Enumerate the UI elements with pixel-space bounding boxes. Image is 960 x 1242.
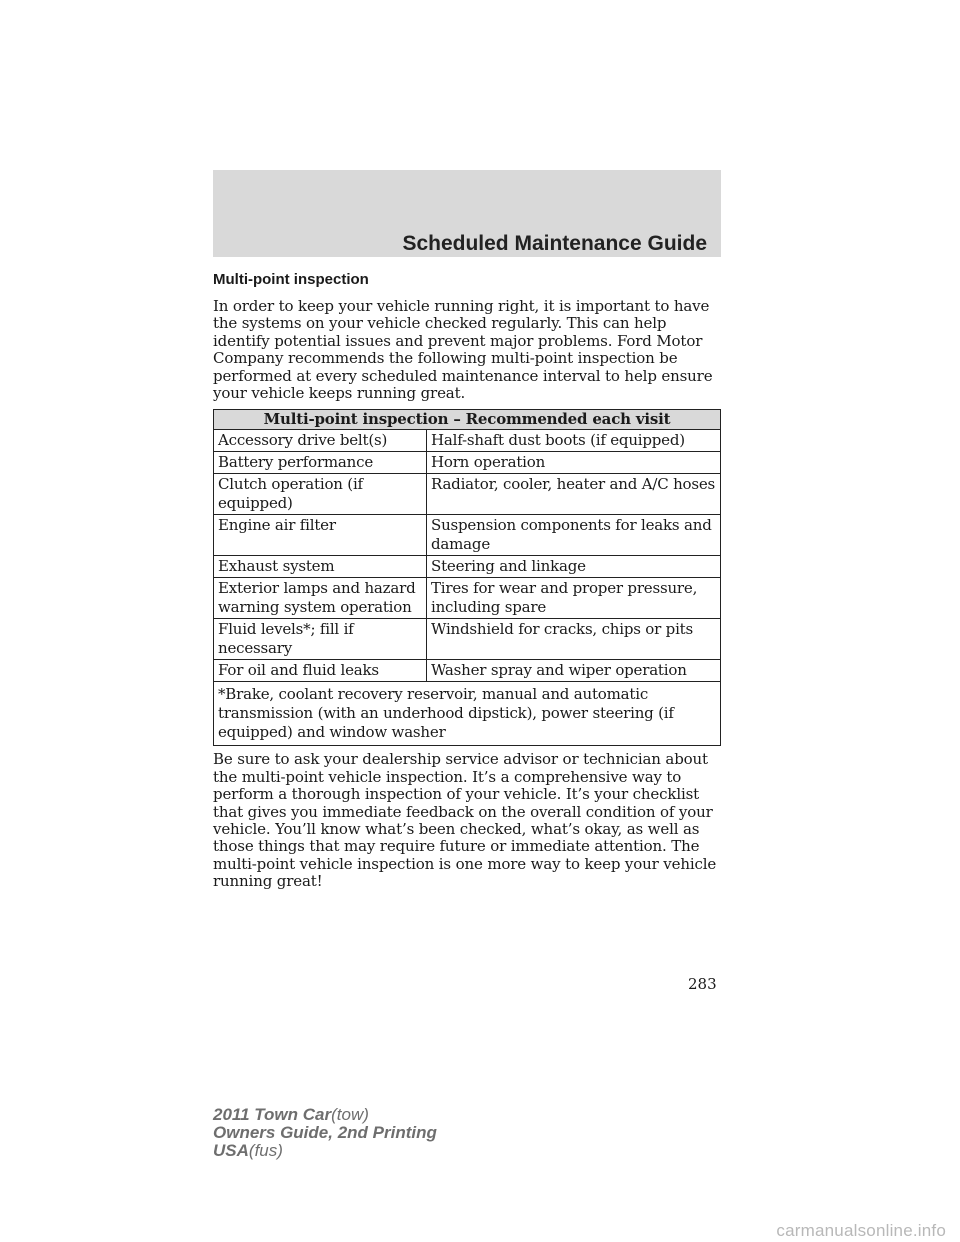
table-footnote-row [214,682,721,746]
table-cell: Exterior lamps and hazard warning system operation [214,578,427,619]
table-row [214,430,721,452]
intro-paragraph: In order to keep your vehicle running right, it is important to have the systems on your vehicle checked regularly. This can help identify potential issues and prevent major problems. Ford Motor Company recommends the following multi-point inspection be performed at every scheduled maintenance interval to help ensure your vehicle keeps running great. [213,297,713,403]
table-row [214,452,721,474]
table-row [214,660,721,682]
table-header-row [214,410,721,430]
footer-region-code: (fus) [248,1141,283,1160]
footer-edition: Owners Guide, 2nd Printing [213,1123,437,1142]
table-cell: Steering and linkage [427,556,721,578]
table-row [214,619,721,660]
main-content [213,270,721,891]
footer-line-edition [213,1124,437,1142]
table-cell: Engine air filter [214,515,427,556]
page-title: Scheduled Maintenance Guide [402,232,707,255]
table-cell: Radiator, cooler, heater and A/C hoses [427,474,721,515]
table-cell: Battery performance [214,452,427,474]
footer-region: USA [213,1141,249,1160]
inspection-table [213,409,721,746]
table-cell: Windshield for cracks, chips or pits [427,619,721,660]
table-cell: Fluid levels*; fill if necessary [214,619,427,660]
table-cell: Clutch operation (if equipped) [214,474,427,515]
footer-model: 2011 Town Car [213,1105,332,1124]
footer-model-code: (tow) [331,1105,369,1124]
table-row [214,515,721,556]
table-row [214,556,721,578]
footer-line-model [213,1106,437,1124]
header-band [213,170,721,257]
table-cell: Horn operation [427,452,721,474]
table-cell: Suspension components for leaks and damage [427,515,721,556]
closing-paragraph: Be sure to ask your dealership service advisor or technician about the multi-point vehicle inspection. It’s a comprehensive way to perform a thorough inspection of your vehicle. It’s your checklist that gives you immediate feedback on the overall condition of your vehicle. You’ll know what’s been checked, what’s okay, as well as those things that may require future or immediate attention. The multi-point vehicle inspection is one more way to keep your vehicle running great! [213,750,717,891]
footer-imprint [213,1106,437,1160]
watermark-link[interactable]: carmanualsonline.info [776,1221,946,1240]
section-heading: Multi-point inspection [213,271,369,288]
table-cell: Tires for wear and proper pressure, including spare [427,578,721,619]
footer-line-region [213,1142,437,1160]
table-row [214,578,721,619]
table-cell: For oil and fluid leaks [214,660,427,682]
table-cell: Washer spray and wiper operation [427,660,721,682]
table-footnote: *Brake, coolant recovery reservoir, manual and automatic transmission (with an underhood dipstick), power steering (if equipped) and window washer [214,682,721,746]
table-row [214,474,721,515]
table-title: Multi-point inspection – Recommended each visit [214,410,721,430]
table-cell: Half-shaft dust boots (if equipped) [427,430,721,452]
page-number: 283 [688,975,717,993]
table-cell: Exhaust system [214,556,427,578]
table-cell: Accessory drive belt(s) [214,430,427,452]
